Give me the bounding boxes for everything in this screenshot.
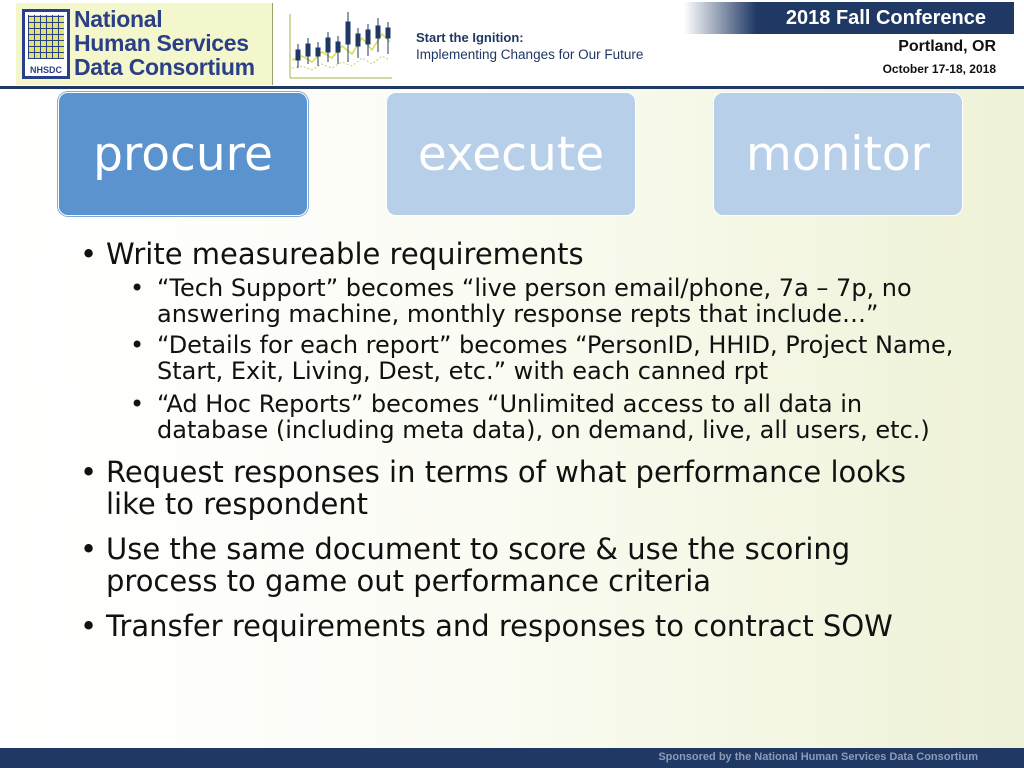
slide-footer	[0, 748, 1024, 768]
step-execute: execute	[386, 92, 636, 216]
sub-bullet-item: • “Ad Hoc Reports” becomes “Unlimited access to all data in database (including meta data), on demand, live, all users, etc.)	[78, 391, 958, 443]
bullet-item: • Use the same document to score & use the scoring process to game out performance criteria	[78, 533, 958, 597]
candlestick-chart-icon	[286, 8, 396, 82]
bullet-item: • Request responses in terms of what performance looks like to respondent	[78, 456, 958, 520]
sub-bullet-item: • “Tech Support” becomes “live person email/phone, 7a – 7p, no answering machine, monthly response repts that include…”	[78, 275, 958, 327]
nhsdc-logo	[16, 3, 273, 85]
tagline-title: Start the Ignition:	[416, 30, 524, 45]
bullet-item: • Write measureable requirements	[78, 238, 958, 270]
conference-tagline	[416, 30, 643, 62]
logo-line-1: National	[74, 6, 163, 32]
step-monitor: monitor	[713, 92, 963, 216]
conference-dates: October 17-18, 2018	[882, 62, 996, 76]
sub-bullet-item: • “Details for each report” becomes “PersonID, HHID, Project Name, Start, Exit, Living, Dest, etc.” with each canned rpt	[78, 332, 958, 384]
tagline-subtitle: Implementing Changes for Our Future	[416, 47, 644, 62]
sponsor-text: Sponsored by the National Human Services Data Consortium	[658, 751, 978, 763]
bullet-list	[78, 238, 958, 642]
header-divider	[0, 86, 1024, 89]
conference-title: 2018 Fall Conference	[785, 7, 986, 29]
logo-text	[74, 7, 255, 79]
conference-banner	[684, 2, 1014, 34]
slide-header	[0, 0, 1024, 88]
conference-location: Portland, OR	[898, 38, 996, 55]
nhsdc-emblem-icon	[22, 9, 70, 79]
bullet-item: • Transfer requirements and responses to contract SOW	[78, 610, 958, 642]
emblem-abbr: NHSDC	[29, 65, 62, 75]
step-procure: procure	[58, 92, 308, 216]
logo-line-3: Data Consortium	[74, 54, 255, 80]
logo-line-2: Human Services	[74, 30, 249, 56]
